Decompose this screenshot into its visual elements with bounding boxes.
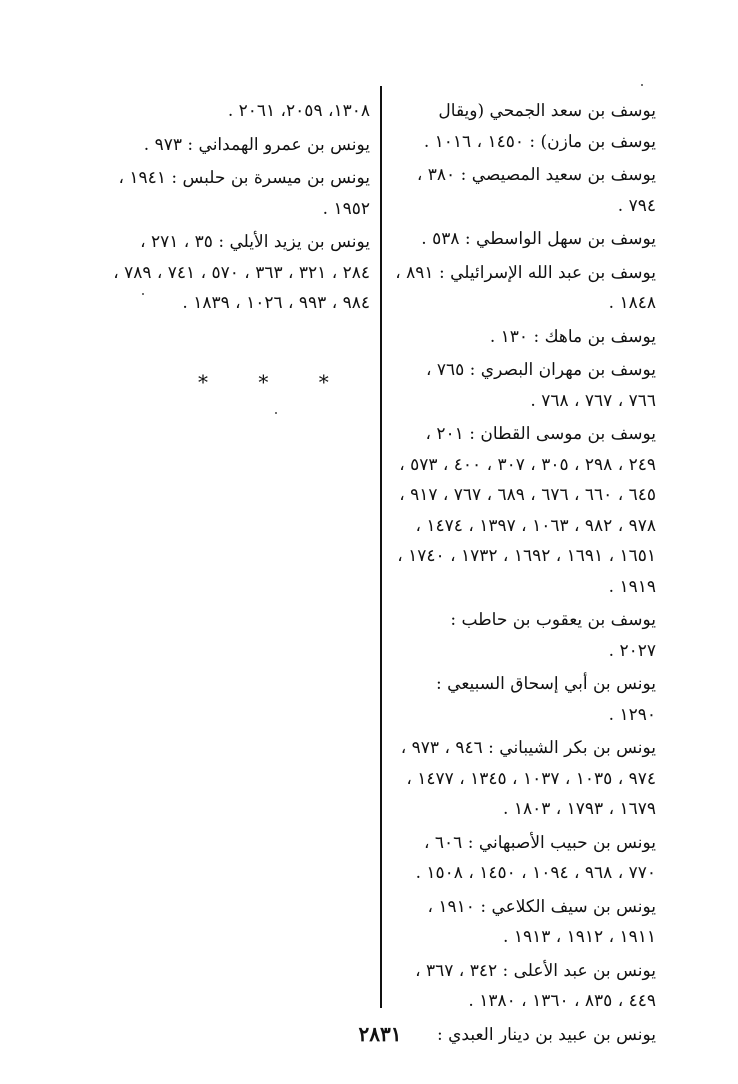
- index-entry-line: ١٩٥٢ .: [322, 198, 370, 219]
- index-entry: [108, 227, 370, 319]
- print-speck: [275, 412, 277, 414]
- index-entry-line: ٦٤٥ ، ٦٦٠ ، ٦٧٦ ، ٦٨٩ ، ٧٦٧ ، ٩١٧ ،: [399, 485, 656, 505]
- index-entry-line: يونس بن ميسرة بن حلبس : ١٩٤١ ،: [118, 168, 370, 188]
- index-entry-line: ١٩١٩ .: [608, 576, 656, 597]
- index-entry-line: ٧٩٤ .: [617, 195, 656, 216]
- index-entry: [378, 956, 656, 1017]
- index-entry-line: يوسف بن يعقوب بن حاطب :: [450, 610, 656, 630]
- print-speck: [641, 84, 643, 86]
- index-entry: [378, 322, 656, 353]
- index-entry: [378, 669, 656, 730]
- index-entry-line: ٩٧٤ ، ١٠٣٥ ، ١٠٣٧ ، ١٣٤٥ ، ١٤٧٧ ،: [406, 768, 656, 789]
- index-entry-line: يوسف بن سعيد المصيصي : ٣٨٠ ،: [416, 165, 656, 185]
- index-entry: [378, 224, 656, 255]
- index-entry: [378, 733, 656, 825]
- right-column: [378, 96, 656, 1050]
- index-entry: [378, 160, 656, 221]
- print-speck: [142, 293, 144, 295]
- index-entry: [378, 828, 656, 889]
- page-number: ٢٨٣١: [358, 1022, 402, 1046]
- index-entry-line: ١٦٥١ ، ١٦٩١ ، ١٦٩٢ ، ١٧٣٢ ، ١٧٤٠ ،: [397, 546, 656, 566]
- index-entry-line: ٩٨٤ ، ٩٩٣ ، ١٠٢٦ ، ١٨٣٩ .: [182, 293, 370, 313]
- index-entry: [108, 163, 370, 224]
- index-entry-line: ٧٧٠ ، ٩٦٨ ، ١٠٩٤ ، ١٤٥٠ ، ١٥٠٨ .: [415, 863, 656, 883]
- index-entry-line: يونس بن أبي إسحاق السبيعي :: [436, 674, 656, 694]
- index-entry-line: ٢٨٤ ، ٣٢١ ، ٣٦٣ ، ٥٧٠ ، ٧٤١ ، ٧٨٩ ،: [113, 262, 370, 283]
- index-entry-line: يونس بن عمرو الهمداني : ٩٧٣ .: [143, 134, 370, 155]
- section-separator: * * *: [198, 370, 351, 394]
- index-entry-line: ١٨٤٨ .: [608, 293, 656, 313]
- index-entry: [378, 96, 656, 157]
- index-entry-line: يونس بن حبيب الأصبهاني : ٦٠٦ ،: [424, 832, 656, 853]
- index-entry-line: يوسف بن عبد الله الإسرائيلي : ٨٩١ ،: [395, 262, 656, 283]
- index-entry-line: يونس بن عبد الأعلى : ٣٤٢ ، ٣٦٧ ،: [415, 960, 656, 981]
- index-entry: [378, 355, 656, 416]
- index-entry-line: ١٩١١ ، ١٩١٢ ، ١٩١٣ .: [503, 927, 656, 947]
- index-entry: [378, 258, 656, 319]
- index-entry: [108, 96, 370, 127]
- index-entry-line: يونس بن بكر الشيباني : ٩٤٦ ، ٩٧٣ ،: [400, 738, 656, 758]
- index-entry-line: يوسف بن سهل الواسطي : ٥٣٨ .: [421, 229, 656, 249]
- index-entry-line: يوسف بن ماهك : ١٣٠ .: [489, 326, 656, 347]
- index-entry-line: يونس بن سيف الكلاعي : ١٩١٠ ،: [427, 896, 656, 917]
- index-entry: [378, 892, 656, 953]
- index-entry-line: ١٢٩٠ .: [608, 704, 656, 725]
- index-entry: [108, 130, 370, 161]
- index-entry-line: يوسف بن مهران البصري : ٧٦٥ ،: [425, 360, 656, 380]
- index-entry-line: ٩٧٨ ، ٩٨٢ ، ١٠٦٣ ، ١٣٩٧ ، ١٤٧٤ ،: [415, 515, 656, 536]
- index-entry-line: ٢٤٩ ، ٢٩٨ ، ٣٠٥ ، ٣٠٧ ، ٤٠٠ ، ٥٧٣ ،: [399, 454, 656, 475]
- index-entry-line: ١٣٠٨، ٢٠٥٩، ٢٠٦١ .: [227, 101, 370, 121]
- index-entry-line: يوسف بن مازن) : ١٤٥٠ ، ١٠١٦ .: [423, 131, 656, 152]
- index-entry: [378, 605, 656, 666]
- index-entry-line: ٤٤٩ ، ٨٣٥ ، ١٣٦٠ ، ١٣٨٠ .: [468, 991, 656, 1011]
- index-entry-line: ١٦٧٩ ، ١٧٩٣ ، ١٨٠٣ .: [503, 799, 656, 819]
- index-entry-line: يونس بن يزيد الأيلي : ٣٥ ، ٢٧١ ،: [140, 232, 370, 252]
- index-entry-line: ٧٦٦ ، ٧٦٧ ، ٧٦٨ .: [530, 390, 656, 411]
- index-entry-line: يونس بن عبيد بن دينار العبدي :: [436, 1024, 656, 1045]
- index-entry: [378, 419, 656, 602]
- left-column: [108, 96, 370, 319]
- index-entry-line: يوسف بن سعد الجمحي (ويقال: [438, 101, 656, 121]
- index-entry-line: يوسف بن موسى القطان : ٢٠١ ،: [425, 424, 656, 444]
- index-entry-line: ٢٠٢٧ .: [608, 640, 656, 661]
